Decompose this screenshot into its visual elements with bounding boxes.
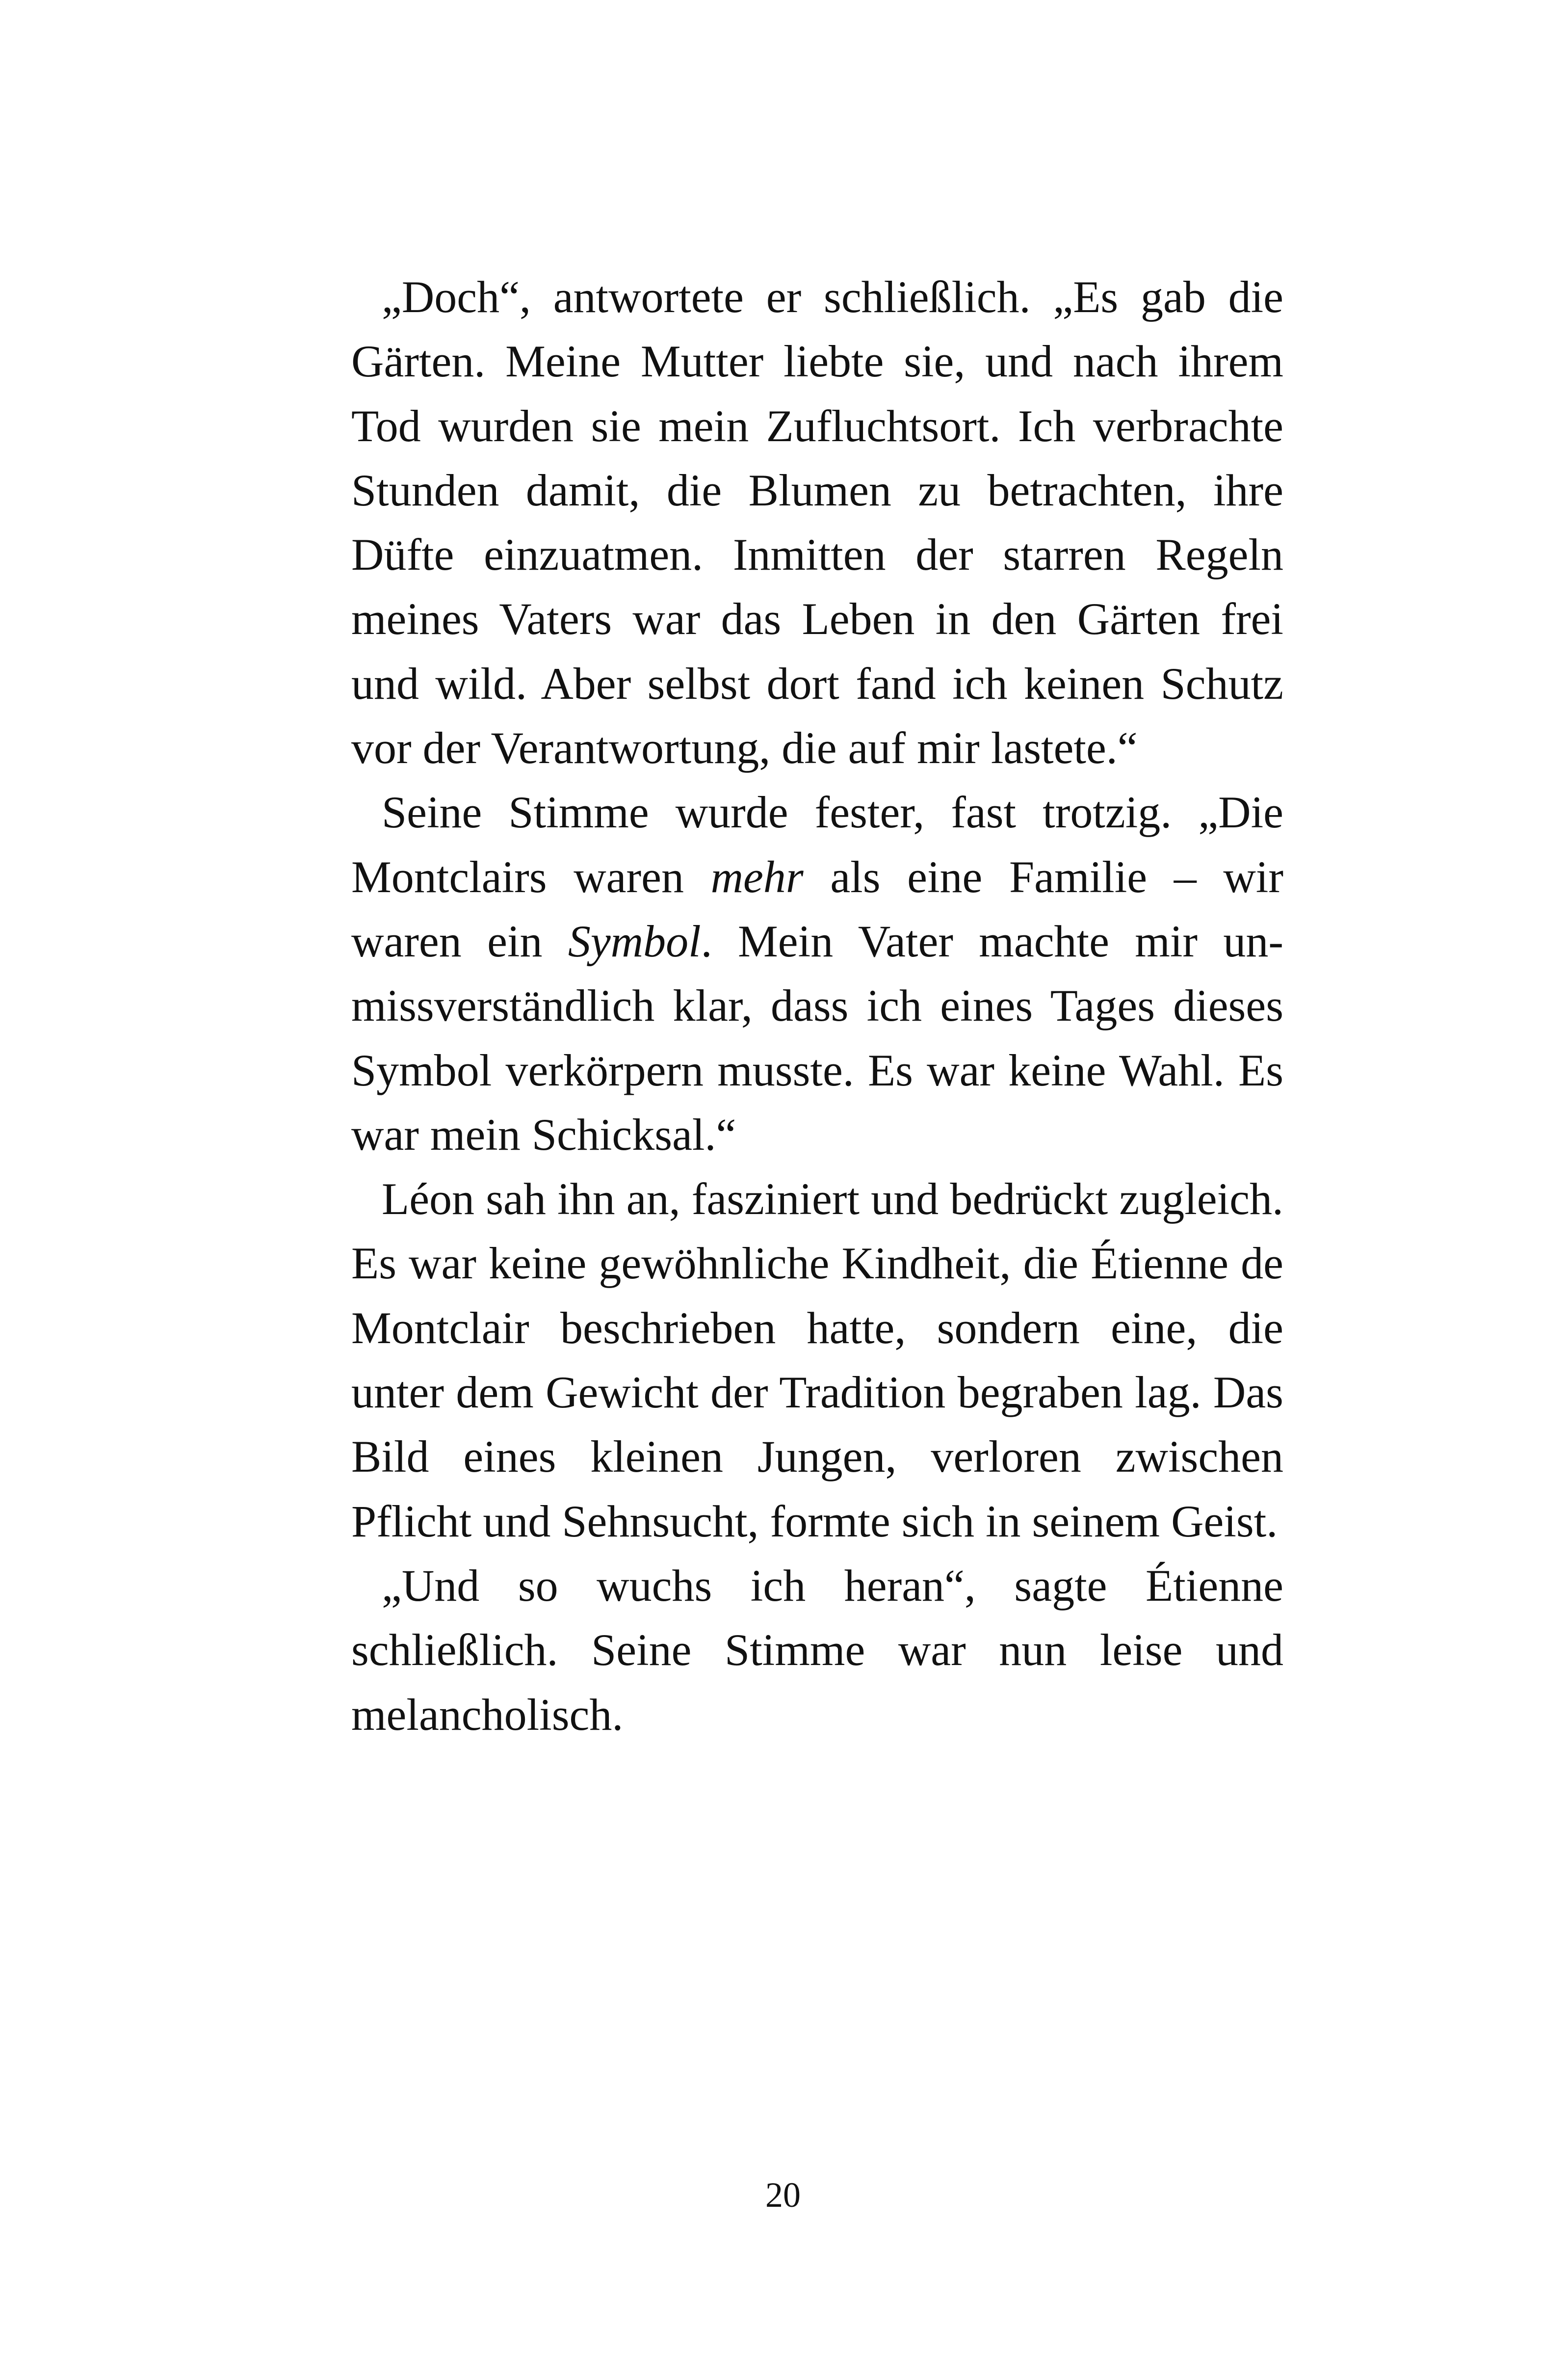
paragraph [351,780,1283,1167]
paragraph-text: . Mein Vater machte mir unmissverständlich klar, dass ich eines Tages dieses Symbol verkörpern musste. Es war keine Wahl. Es war mein Schicksal.“ [351,916,1283,1160]
paragraph [351,1554,1283,1747]
paragraph-text: Léon sah ihn an, fasziniert und bedrückt zugleich. Es war keine gewöhnliche Kindheit, die Étienne de Montclair beschrieben hatte, sondern eine, die unter dem Gewicht der Tradition begraben lag. Das Bild eines kleinen Jungen, verloren zwischen Pflicht und Sehnsucht, formte sich in seinem Geist. [351,1174,1283,1546]
paragraph-text: „Doch“, antwortete er schließlich. „Es gab die Gärten. Meine Mutter liebte sie, und nach ihrem Tod wurden sie mein Zufluchtsort. Ich verbrachte Stunden damit, die Blumen zu betrachten, ihre Düfte einzuatmen. Inmitten der starren Regeln meines Vaters war das Leben in den Gärten frei und wild. Aber selbst dort fand ich keinen Schutz vor der Verantwortung, die auf mir lastete.“ [351,272,1283,773]
emphasis-text: Symbol [568,916,701,966]
page-number: 20 [765,2175,801,2215]
emphasis-text: mehr [710,851,804,902]
paragraph-text: Seine Stimme wurde fester, fast trotzig. „Die Montclairs waren [351,787,1283,902]
paragraph [351,1167,1283,1554]
body-text [351,265,1283,1747]
paragraph-text: „Und so wuchs ich heran“, sagte Étienne schließlich. Seine Stimme war nun leise und melancholisch. [351,1560,1283,1740]
paragraph [351,265,1283,780]
paragraph-text: als eine Familie – wir waren ein [351,851,1283,966]
